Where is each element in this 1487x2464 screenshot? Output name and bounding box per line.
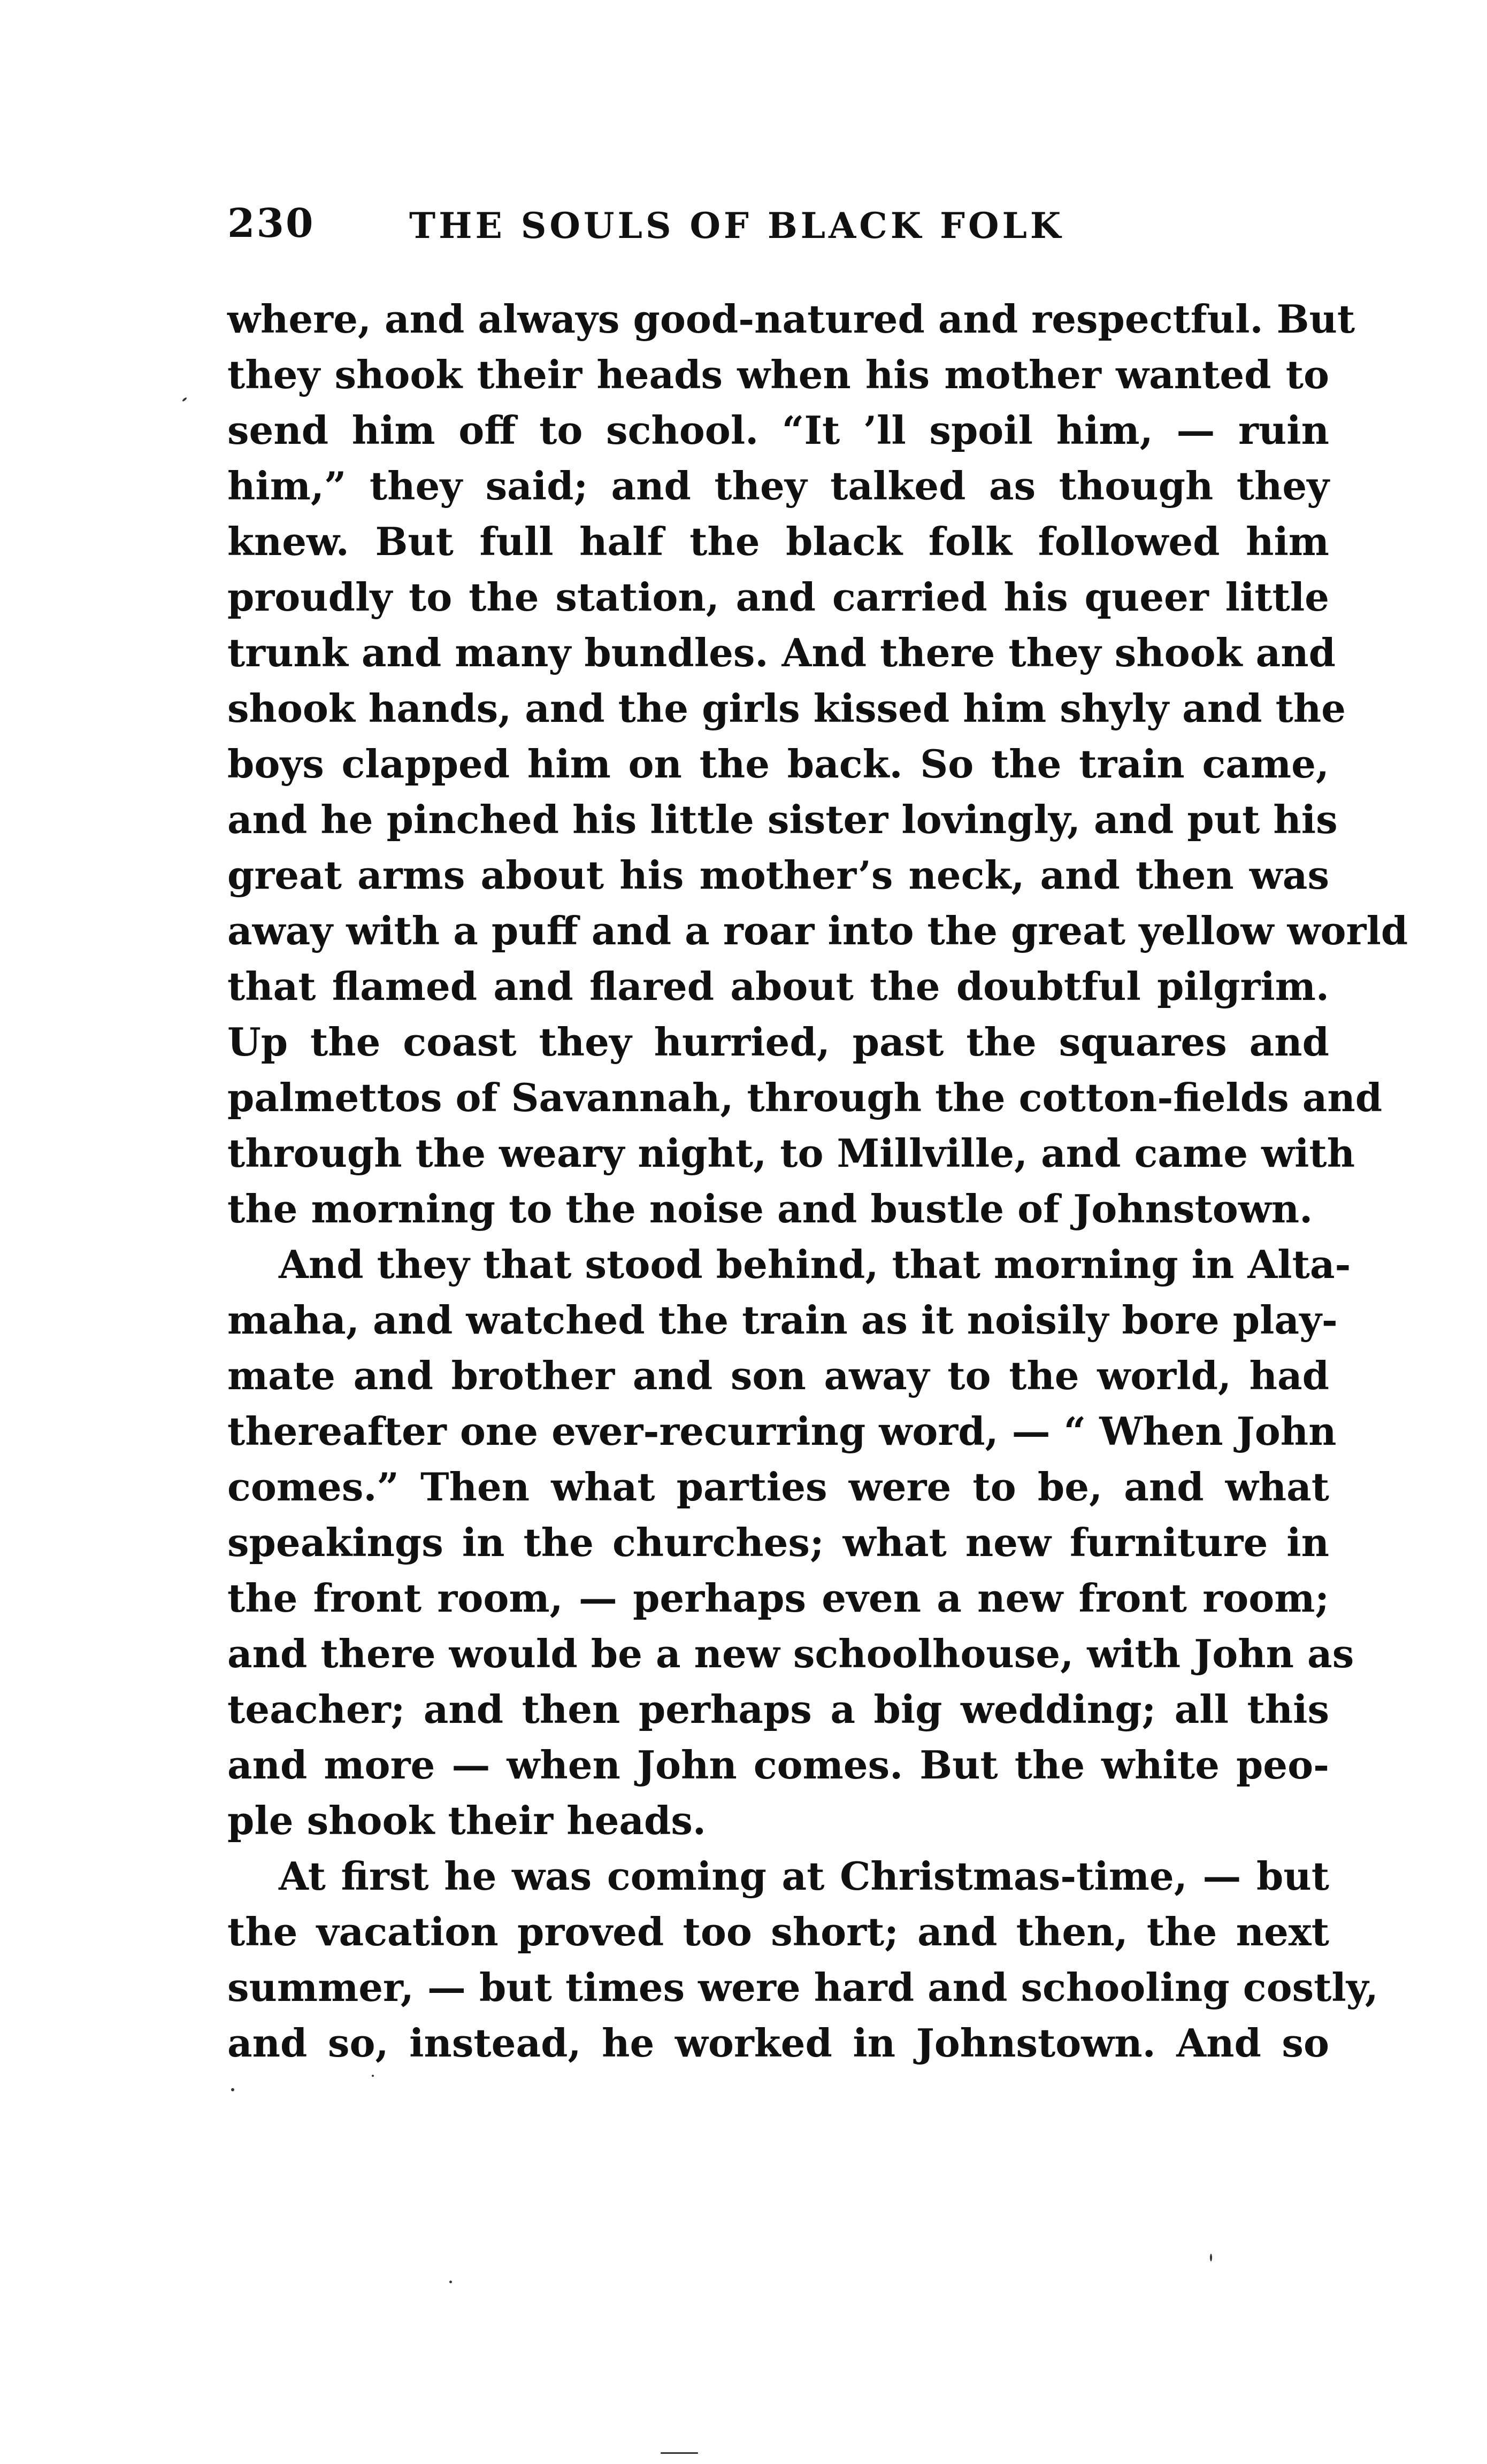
page-number: 230 xyxy=(227,201,315,247)
text-line: proudly to the station, and carried his queer little xyxy=(227,574,1329,620)
scan-speck xyxy=(182,397,187,402)
paragraph-2 xyxy=(227,1237,1354,1849)
text-line: the vacation proved too short; and then, the next xyxy=(227,1909,1329,1954)
text-line: teacher; and then perhaps a big wedding; all this xyxy=(227,1687,1329,1732)
text-line: boys clapped him on the back. So the train came, xyxy=(227,741,1329,787)
text-line: Up the coast they hurried, past the squares and xyxy=(227,1019,1329,1065)
text-line: shook hands, and the girls kissed him shyly and the xyxy=(227,686,1346,731)
text-line: send him off to school. “It ’ll spoil him, — ruin xyxy=(227,407,1329,453)
scan-speck xyxy=(372,2075,374,2077)
text-line: summer, — but times were hard and schooling costly, xyxy=(227,1965,1378,2010)
text-line: and so, instead, he worked in Johnstown. And so xyxy=(227,2020,1329,2066)
text-line: the front room, — perhaps even a new front room; xyxy=(227,1575,1329,1621)
paragraph-3 xyxy=(227,1849,1378,2071)
text-line: great arms about his mother’s neck, and then was xyxy=(227,852,1329,898)
body-text xyxy=(227,291,1408,2071)
text-line: and there would be a new schoolhouse, with John as xyxy=(227,1631,1354,1676)
paragraph-1 xyxy=(227,291,1408,1237)
text-line: knew. But full half the black folk followed him xyxy=(227,519,1329,564)
scan-speck xyxy=(661,2452,698,2454)
text-line: where, and always good-natured and respectful. But xyxy=(227,296,1355,342)
text-line: speakings in the churches; what new furniture in xyxy=(227,1520,1329,1565)
scan-speck xyxy=(1210,2254,1212,2261)
text-line: ple shook their heads. xyxy=(227,1798,706,1843)
text-line: away with a puff and a roar into the great yellow world xyxy=(227,908,1408,953)
text-line: him,” they said; and they talked as though they xyxy=(227,463,1329,509)
text-line: maha, and watched the train as it noisily bore play- xyxy=(227,1297,1338,1343)
text-line: thereafter one ever-recurring word, — “ When John xyxy=(227,1408,1337,1454)
text-line: and he pinched his little sister lovingly, and put his xyxy=(227,797,1338,842)
text-line: trunk and many bundles. And there they shook and xyxy=(227,630,1336,675)
text-line: through the weary night, to Millville, and came with xyxy=(227,1130,1355,1176)
scan-speck xyxy=(231,2088,234,2091)
text-line: comes.” Then what parties were to be, and what xyxy=(227,1464,1329,1510)
scan-speck xyxy=(449,2281,452,2283)
text-line: At first he was coming at Christmas-time, — but xyxy=(279,1853,1329,1899)
text-line: And they that stood behind, that morning in Alta- xyxy=(279,1242,1351,1287)
running-title: THE SOULS OF BLACK FOLK xyxy=(409,205,1064,247)
text-line: that flamed and flared about the doubtful pilgrim. xyxy=(227,964,1329,1009)
text-line: the morning to the noise and bustle of Johnstown. xyxy=(227,1186,1313,1231)
text-line: and more — when John comes. But the white peo- xyxy=(227,1742,1329,1788)
text-line: they shook their heads when his mother wanted to xyxy=(227,352,1329,397)
page-header xyxy=(227,201,1351,259)
text-line: palmettos of Savannah, through the cotton-fields and xyxy=(227,1075,1383,1120)
text-line: mate and brother and son away to the world, had xyxy=(227,1353,1329,1398)
